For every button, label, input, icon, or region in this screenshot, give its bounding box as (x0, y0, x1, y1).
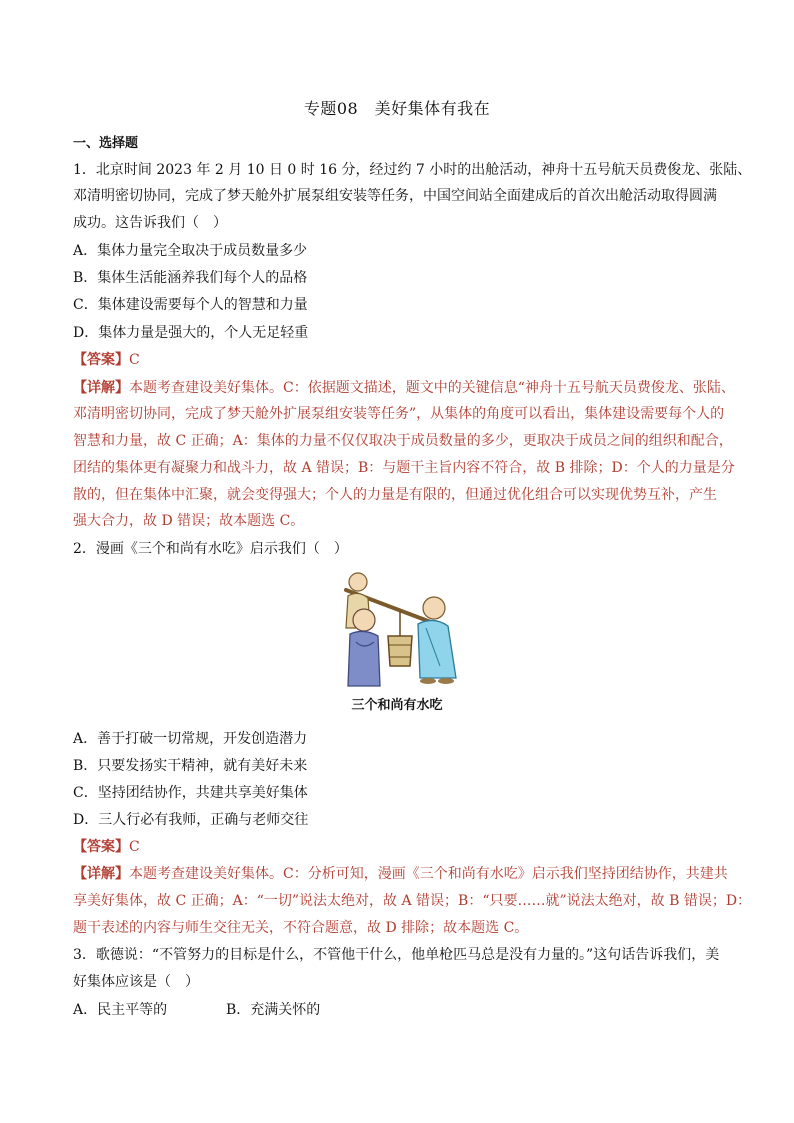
q1-stem-line-1: 1．北京时间 2023 年 2 月 10 日 0 时 16 分，经过约 7 小时的出舱活动，神舟十五号航天员费俊龙、张陆、 (73, 162, 752, 178)
section-heading: 一、选择题 (73, 136, 139, 151)
q3-option-a: A．民主平等的 (73, 1002, 168, 1018)
q1-detail-line-3: 智慧和力量，故 C 正确；A：集体的力量不仅仅取决于成员数量的多少，更取决于成员之间的组织和配合， (73, 433, 733, 449)
q1-option-d: D．集体力量是强大的，个人无足轻重 (73, 325, 309, 341)
q2-answer-value: C (129, 839, 140, 855)
three-monks-cartoon-image (330, 568, 464, 692)
q3-stem-line-2: 好集体应该是（ ） (73, 974, 199, 990)
q2-detail-line-1 (73, 864, 728, 884)
q2-option-d: D．三人行必有我师，正确与老师交往 (73, 812, 309, 828)
q2-detail-tag: 【详解】 (73, 866, 129, 882)
q1-stem-line-3: 成功。这告诉我们（ ） (73, 215, 227, 231)
q2-detail-line-3: 题干表述的内容与师生交往无关，不符合题意，故 D 排除；故本题选 C。 (73, 920, 529, 936)
q2-detail-line-2: 享美好集体，故 C 正确；A：“一切”说法太绝对，故 A 错误；B：“只要……就”说法太绝对，故 B 错误；D： (73, 893, 752, 909)
q1-option-a: A．集体力量完全取决于成员数量多少 (73, 243, 308, 259)
q2-option-b: B．只要发扬实干精神，就有美好未来 (73, 758, 308, 774)
cartoon-caption: 三个和尚有水吃 (351, 698, 443, 713)
q2-option-a: A．善于打破一切常规，开发创造潜力 (73, 731, 308, 747)
q1-stem-line-2: 邓清明密切协同，完成了梦天舱外扩展泵组安装等任务，中国空间站全面建成后的首次出舱活动取得圆满 (73, 188, 717, 204)
q1-option-b: B．集体生活能涵养我们每个人的品格 (73, 270, 308, 286)
q1-detail-line-6: 强大合力，故 D 错误；故本题选 C。 (73, 513, 305, 529)
page-title: 专题08 美好集体有我在 (303, 99, 491, 118)
q1-detail-tag: 【详解】 (73, 380, 129, 396)
q2-option-c: C．坚持团结协作，共建共享美好集体 (73, 785, 308, 801)
q3-option-b: B．充满关怀的 (226, 1002, 321, 1018)
q2-stem: 2．漫画《三个和尚有水吃》启示我们（ ） (73, 541, 348, 557)
q2-answer-tag: 【答案】 (73, 839, 129, 855)
q3-stem-line-1: 3．歌德说：“不管努力的目标是什么，不管他干什么，他单枪匹马总是没有力量的。”这句话告诉我们，美 (73, 947, 720, 963)
q2-answer (73, 837, 140, 857)
q1-detail-line-2: 邓清明密切协同，完成了梦天舱外扩展泵组安装等任务”，从集体的角度可以看出，集体建设需要每个人的 (73, 406, 725, 422)
q2-detail-text-1: 本题考查建设美好集体。C：分析可知，漫画《三个和尚有水吃》启示我们坚持团结协作，共建共 (129, 866, 728, 882)
q1-detail-line-4: 团结的集体更有凝聚力和战斗力，故 A 错误；B：与题干主旨内容不符合，故 B 排除；D：个人的力量是分 (73, 460, 735, 476)
q1-detail-text-1: 本题考查建设美好集体。C：依据题文描述，题文中的关键信息“神舟十五号航天员费俊龙、张陆、 (129, 380, 735, 396)
q1-answer (73, 350, 140, 370)
q1-detail-line-5: 散的，但在集体中汇聚，就会变得强大；个人的力量是有限的，但通过优化组合可以实现优势互补，产生 (73, 487, 717, 503)
q1-detail-line-1 (73, 378, 735, 398)
q1-answer-tag: 【答案】 (73, 352, 129, 368)
q1-option-c: C．集体建设需要每个人的智慧和力量 (73, 297, 308, 313)
q1-answer-value: C (129, 352, 140, 368)
